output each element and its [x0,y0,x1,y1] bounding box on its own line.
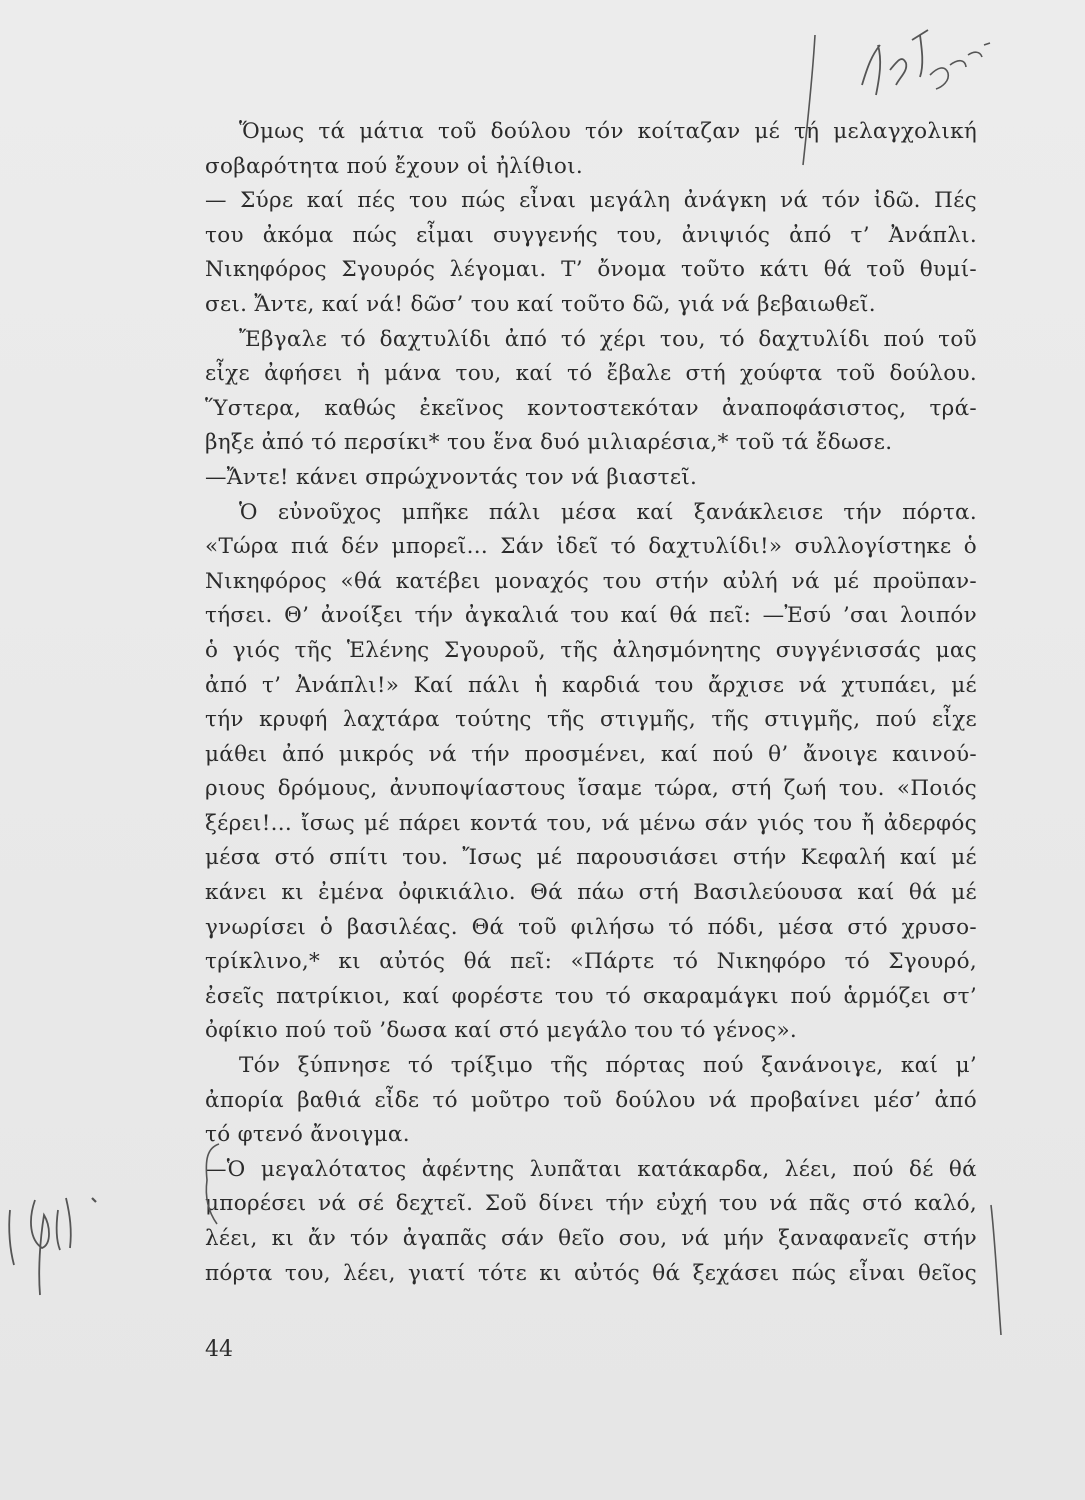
text-line: κάνει κι ἐμένα ὀφικιάλιο. Θά πάω στή Βασιλεύουσα καί θά μέ [205,880,977,906]
text-line: μέσα στό σπίτι του. Ἴσως μέ παρουσιάσει στήν Κεφαλή καί μέ [205,845,977,871]
text-line: —Ὁ μεγαλότατος ἀφέντης λυπᾶται κατάκαρδα, λέει, πού δέ θά [205,1156,977,1182]
text-line: ἀπορία βαθιά εἶδε τό μοῦτρο τοῦ δούλου νά προβαίνει μέσ’ ἀπό [205,1087,977,1113]
text-line: Ἔβγαλε τό δαχτυλίδι ἀπό τό χέρι του, τό δαχτυλίδι πού τοῦ [239,326,977,352]
text-line: — Σύρε καί πές του πώς εἶναι μεγάλη ἀνάγκη νά τόν ἰδῶ. Πές [205,188,977,214]
margin-vertical-line-right [985,1200,1015,1340]
text-line: του ἀκόμα πώς εἶμαι συγγενής του, ἀνιψιός ἀπό τ’ Ἀνάπλι. [205,222,977,248]
text-line: πόρτα του, λέει, γιατί τότε κι αὐτός θά ξεχάσει πώς εἶναι θεῖος [205,1260,977,1286]
text-line: σοβαρότητα πού ἔχουν οἱ ἠλίθιοι. [205,153,583,179]
text-line: σει. Ἄντε, καί νά! δῶσ’ του καί τοῦτο δῶ, γιά νά βεβαιωθεῖ. [205,291,876,317]
text-line: Ὁ εὐνοῦχος μπῆκε πάλι μέσα καί ξανάκλεισε τήν πόρτα. [239,499,977,525]
text-line: ὁ γιός τῆς Ἑλένης Σγουροῦ, τῆς ἀλησμόνητης συγγένισσάς μας [205,637,977,663]
text-line: Νικηφόρος «θά κατέβει μοναχός του στήν αὐλή νά μέ προϋπαν- [205,568,977,594]
text-line: βηξε ἀπό τό περσίκι* του ἕνα δυό μιλιαρέσια,* τοῦ τά ἔδωσε. [205,430,893,456]
text-line: εἶχε ἀφήσει ἡ μάνα του, καί τό ἔβαλε στή χούφτα τοῦ δούλου. [205,361,977,387]
text-line: μάθει ἀπό μικρός νά τήν προσμένει, καί πού θ’ ἄνοιγε καινού- [205,741,977,767]
text-line: ὀφίκιο πού τοῦ ’δωσα καί στό μεγάλο του τό γένος». [205,1018,798,1044]
text-line: —Ἄντε! κάνει σπρώχνοντάς τον νά βιαστεῖ. [205,464,698,490]
text-line: λέει, κι ἄν τόν ἀγαπᾶς σάν θεῖο σου, νά μήν ξαναφανεῖς στήν [205,1226,977,1251]
text-line: τήσει. Θ’ ἀνοίξει τήν ἀγκαλιά του καί θά πεῖ: —Ἐσύ ’σαι λοιπόν [205,603,977,629]
text-line: «Τώρα πιά δέν μπορεῖ... Σάν ἰδεῖ τό δαχτυλίδι!» συλλογίστηκε ὁ [205,534,977,560]
handwritten-note-top-right [850,15,1000,125]
text-line: μπορέσει νά σέ δεχτεῖ. Σοῦ δίνει τήν εὐχή του νά πᾶς στό καλό, [205,1191,977,1217]
text-line: ἀπό τ’ Ἀνάπλι!» Καί πάλι ἡ καρδιά του ἄρχισε νά χτυπάει, μέ [205,672,977,698]
body-text [205,115,977,1291]
text-line: τήν κρυφή λαχτάρα τούτης τῆς στιγμῆς, τῆς στιγμῆς, πού εἶχε [205,707,977,733]
text-line: γνωρίσει ὁ βασιλέας. Θά τοῦ φιλήσω τό πόδι, μέσα στό χρυσο- [205,914,977,940]
handwritten-note-left-margin [0,1170,120,1310]
text-line: ξέρει!... ἴσως μέ πάρει κοντά του, νά μένω σάν γιός του ἤ ἀδερφός [205,810,977,836]
text-line: Ὅμως τά μάτια τοῦ δούλου τόν κοίταζαν μέ τή μελαγχολική [239,119,977,144]
text-line: τό φτενό ἄνοιγμα. [205,1122,410,1148]
text-line: Ὕστερα, καθώς ἐκεῖνος κοντοστεκόταν ἀναποφάσιστος, τρά- [205,395,977,421]
text-line: ριους δρόμους, ἀνυποψίαστους ἴσαμε τώρα, στή ζωή του. «Ποιός [205,776,977,802]
page-number: 44 [205,1337,233,1362]
text-line: ἐσεῖς πατρίκιοι, καί φορέστε του τό σκαραμάγκι πού ἁρμόζει στ’ [205,983,977,1009]
text-line: τρίκλινο,* κι αὐτός θά πεῖ: «Πάρτε τό Νικηφόρο τό Σγουρό, [205,949,977,975]
text-line: Τόν ξύπνησε τό τρίξιμο τῆς πόρτας πού ξανάνοιγε, καί μ’ [239,1053,977,1079]
text-line: Νικηφόρος Σγουρός λέγομαι. Τ’ ὄνομα τοῦτο κάτι θά τοῦ θυμί- [205,257,977,283]
